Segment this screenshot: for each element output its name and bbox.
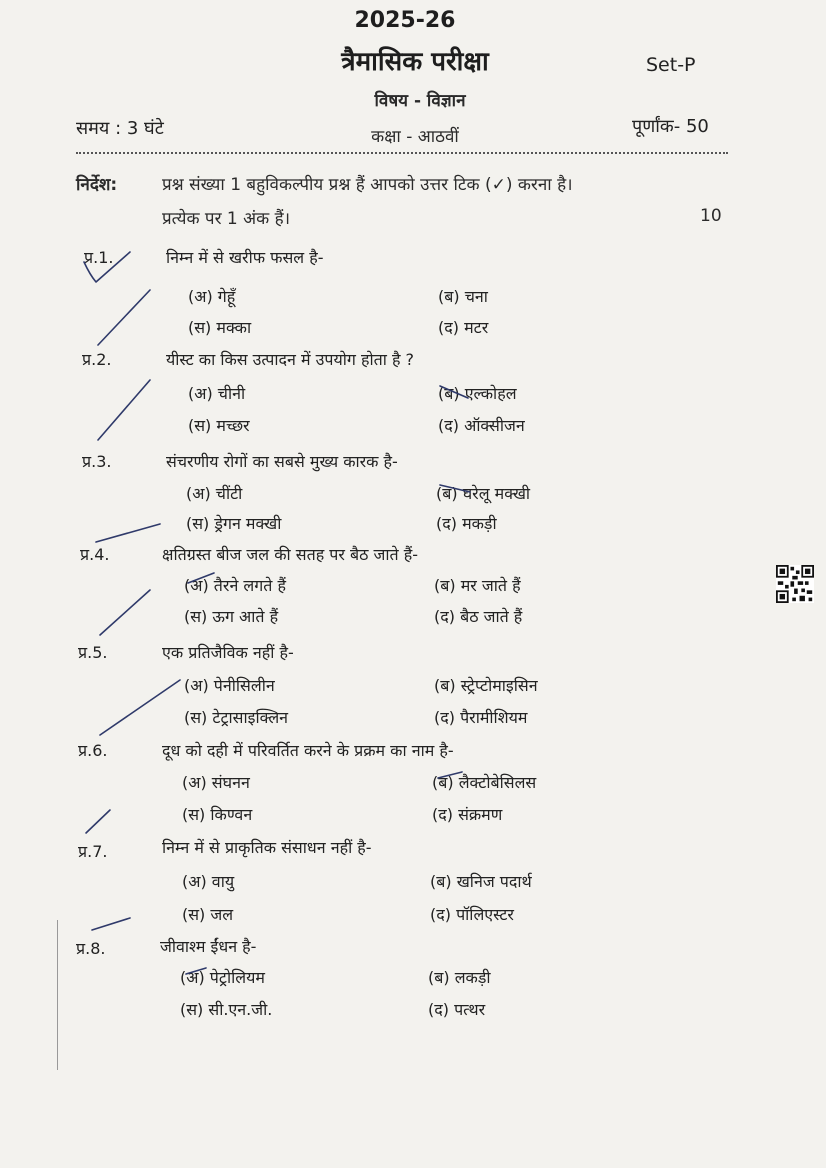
question-number: प्र.1. <box>84 248 114 267</box>
tick-mark <box>96 524 160 542</box>
option-b: (ब) घरेलू मक्खी <box>436 484 531 503</box>
option-b: (ब) खनिज पदार्थ <box>430 872 532 891</box>
question-text: एक प्रतिजैविक नहीं है- <box>162 643 294 662</box>
option-c: (स) जल <box>182 905 234 924</box>
option-d: (द) मकड़ी <box>436 514 497 533</box>
option-d: (द) बैठ जाते हैं <box>434 607 523 626</box>
tick-mark <box>100 680 180 735</box>
question-number: प्र.7. <box>78 842 108 861</box>
time-label: समय : 3 घंटे <box>76 118 164 139</box>
tick-mark <box>98 380 150 440</box>
tick-mark <box>86 810 110 833</box>
left-margin-line <box>57 920 58 1070</box>
option-a: (अ) चीनी <box>188 384 246 403</box>
option-a: (अ) पेनीसिलीन <box>184 676 275 695</box>
tick-mark <box>98 290 150 345</box>
set-label: Set-P <box>646 54 696 76</box>
question-number: प्र.8. <box>76 939 106 958</box>
option-a: (अ) संघनन <box>182 773 250 792</box>
instructions-label: निर्देश: <box>76 175 118 195</box>
option-d: (द) पॉलिएस्टर <box>430 905 514 924</box>
qr-code <box>776 565 814 603</box>
question-number: प्र.6. <box>78 741 108 760</box>
option-a: (अ) तैरने लगते हैं <box>184 576 286 595</box>
subject-label: विषय - विज्ञान <box>374 91 466 111</box>
question-text: यीस्ट का किस उत्पादन में उपयोग होता है ? <box>166 350 415 369</box>
tick-mark <box>100 590 150 635</box>
instructions-line-2: प्रत्येक पर 1 अंक हैं। <box>162 209 291 229</box>
header-divider <box>76 152 728 154</box>
class-label: कक्षा - आठवीं <box>371 127 459 147</box>
option-d: (द) पत्थर <box>428 1000 486 1019</box>
exam-year: 2025-26 <box>354 8 456 33</box>
option-a: (अ) चींटी <box>186 484 243 503</box>
tick-mark <box>92 918 130 930</box>
option-c: (स) ड्रेगन मक्खी <box>186 514 282 533</box>
question-text: निम्न में से खरीफ फसल है- <box>166 248 324 267</box>
option-a: (अ) पेट्रोलियम <box>180 968 265 987</box>
option-d: (द) संक्रमण <box>432 805 503 824</box>
option-c: (स) ऊग आते हैं <box>184 607 279 626</box>
option-a: (अ) वायु <box>182 872 235 891</box>
option-b: (ब) स्ट्रेप्टोमाइसिन <box>434 676 538 695</box>
full-marks-label: पूर्णांक- 50 <box>632 116 709 137</box>
option-d: (द) मटर <box>438 318 489 337</box>
question-text: निम्न में से प्राकृतिक संसाधन नहीं है- <box>162 838 372 857</box>
option-c: (स) टेट्रासाइक्लिन <box>184 708 289 727</box>
option-b: (ब) चना <box>438 287 488 306</box>
question-number: प्र.3. <box>82 452 112 471</box>
question-number: प्र.5. <box>78 643 108 662</box>
question-text: दूध को दही में परिवर्तित करने के प्रक्रम का नाम है- <box>162 741 454 760</box>
option-c: (स) किण्वन <box>182 805 253 824</box>
option-b: (ब) लकड़ी <box>428 968 491 987</box>
exam-title: त्रैमासिक परीक्षा <box>341 47 489 77</box>
option-d: (द) पैरामीशियम <box>434 708 528 727</box>
question-text: क्षतिग्रस्त बीज जल की सतह पर बैठ जाते हैं- <box>162 545 418 564</box>
option-b: (ब) एल्कोहल <box>438 384 517 403</box>
option-c: (स) मच्छर <box>188 416 250 435</box>
option-b: (ब) लैक्टोबेसिलस <box>432 773 537 792</box>
instructions-line-1: प्रश्न संख्या 1 बहुविकल्पीय प्रश्न हैं आपको उत्तर टिक (✓) करना है। <box>162 175 573 195</box>
option-c: (स) मक्का <box>188 318 252 337</box>
option-c: (स) सी.एन.जी. <box>180 1000 273 1019</box>
option-d: (द) ऑक्सीजन <box>438 416 525 435</box>
option-a: (अ) गेहूँ <box>188 287 236 306</box>
instructions-marks: 10 <box>700 206 722 226</box>
question-text: संचरणीय रोगों का सबसे मुख्य कारक है- <box>166 452 398 471</box>
question-number: प्र.4. <box>80 545 110 564</box>
question-number: प्र.2. <box>82 350 112 369</box>
question-text: जीवाश्म ईंधन है- <box>160 937 257 956</box>
option-b: (ब) मर जाते हैं <box>434 576 521 595</box>
